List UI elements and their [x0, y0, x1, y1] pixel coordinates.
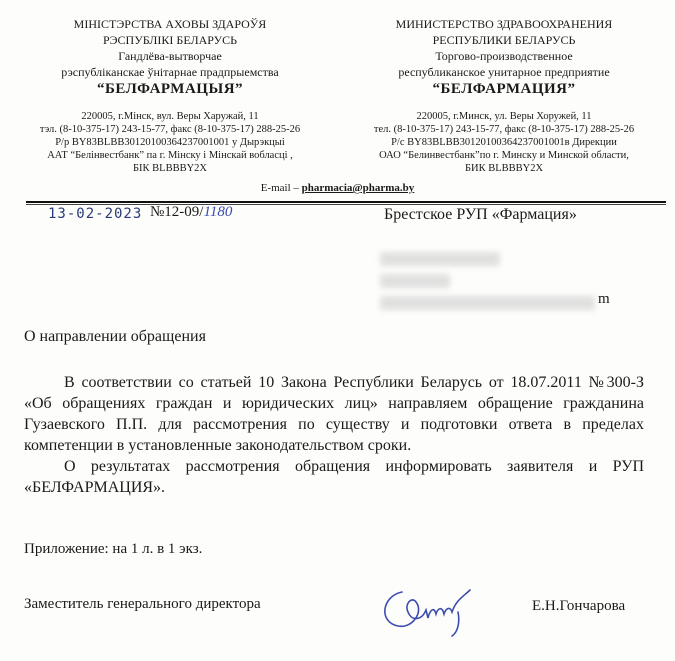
address-line: 220005, г.Минск, ул. Веры Хоружей, 11: [416, 111, 592, 122]
header-divider-thin: [26, 204, 666, 205]
republic-name-be: РЭСПУБЛІКІ БЕЛАРУСЬ: [102, 33, 238, 47]
handwritten-signature: [374, 582, 484, 643]
bic-line: БІК BLBBBY2X: [133, 163, 207, 174]
phone-line: тэл. (8-10-375-17) 243-15-77, факс (8-10-375-17) 288-25-26: [39, 124, 301, 135]
header-left-block: [12, 16, 328, 175]
account-line: Р/р BY83BLBB30120100364237001001 у Дырэкцыі: [55, 137, 285, 148]
org-name-ru: “БЕЛФАРМАЦИЯ”: [432, 81, 576, 97]
bank-line: ААТ “Белінвестбанк” па г. Мінску і Мінскай вобласці ,: [47, 150, 293, 161]
addressee-tail: m: [598, 291, 610, 307]
annex-note: Приложение: на 1 л. в 1 экз.: [24, 541, 203, 557]
org-type-ru-2: республиканское унитарное предприятие: [398, 65, 610, 79]
org-name-be: “БЕЛФАРМАЦЫЯ”: [96, 81, 244, 97]
header-right-block: [346, 16, 662, 175]
body-paragraph-1: В соответствии со статьей 10 Закона Республики Беларусь от 18.07.2011 №300-З «Об обращениях граждан и юридических лиц» направляем обращение гражданина Гузаевского П.П. для рассмотрения по существу и подготовки ответа в пределах компетенции в установленные законодательством сроки.: [24, 374, 644, 454]
org-address-be: [12, 110, 328, 175]
header-divider: [26, 201, 666, 203]
signer-position: Заместитель генерального директора: [24, 596, 261, 612]
email-label: E-mail –: [260, 182, 299, 194]
phone-line: тел. (8-10-375-17) 243-15-77, факс (8-10-375-17) 288-25-26: [373, 124, 635, 135]
body-paragraph-2: О результатах рассмотрения обращения информировать заявителя и РУП «БЕЛФАРМАЦИЯ».: [24, 458, 644, 496]
registration-prefix: №12-09/: [150, 204, 204, 220]
org-type-be-2: рэспубліканскае ўнітарнае прадпрыемства: [61, 65, 279, 79]
date-stamp: 13-02-2023: [48, 206, 143, 222]
org-type-be-1: Гандлёва-вытворчае: [118, 49, 222, 63]
account-line: Р/с BY83BLBB30120100364237001001в Дирекции: [391, 137, 617, 148]
republic-name-ru: РЕСПУБЛИКИ БЕЛАРУСЬ: [432, 33, 576, 47]
email-link[interactable]: pharmacia@pharma.by: [301, 182, 415, 194]
registration-handwritten: 1180: [203, 204, 233, 220]
registration-number: [150, 204, 232, 221]
redacted-line-3: [380, 296, 595, 310]
org-type-ru-1: Торгово-производственное: [435, 49, 573, 63]
ministry-name-ru: МИНИСТЕРСТВО ЗДРАВООХРАНЕНИЯ: [395, 17, 613, 31]
bank-line: ОАО “Белинвестбанк”по г. Минску и Минской области,: [379, 150, 629, 161]
redacted-line-1: [380, 252, 500, 266]
ministry-name-be: МІНІСТЭРСТВА АХОВЫ ЗДАРОЎЯ: [73, 17, 267, 31]
redacted-line-2: [380, 274, 450, 288]
bic-line: БИК BLBBBY2X: [464, 163, 544, 174]
signature-icon: [374, 582, 484, 638]
address-line: 220005, г.Мінск, вул. Веры Харужай, 11: [81, 111, 259, 122]
signer-name: Е.Н.Гончарова: [532, 598, 626, 614]
email-line: [0, 182, 675, 194]
letter-body: [24, 372, 644, 498]
letter-subject: О направлении обращения: [24, 328, 206, 345]
org-address-ru: [346, 110, 662, 175]
addressee-name: Брестское РУП «Фармация»: [384, 206, 577, 223]
